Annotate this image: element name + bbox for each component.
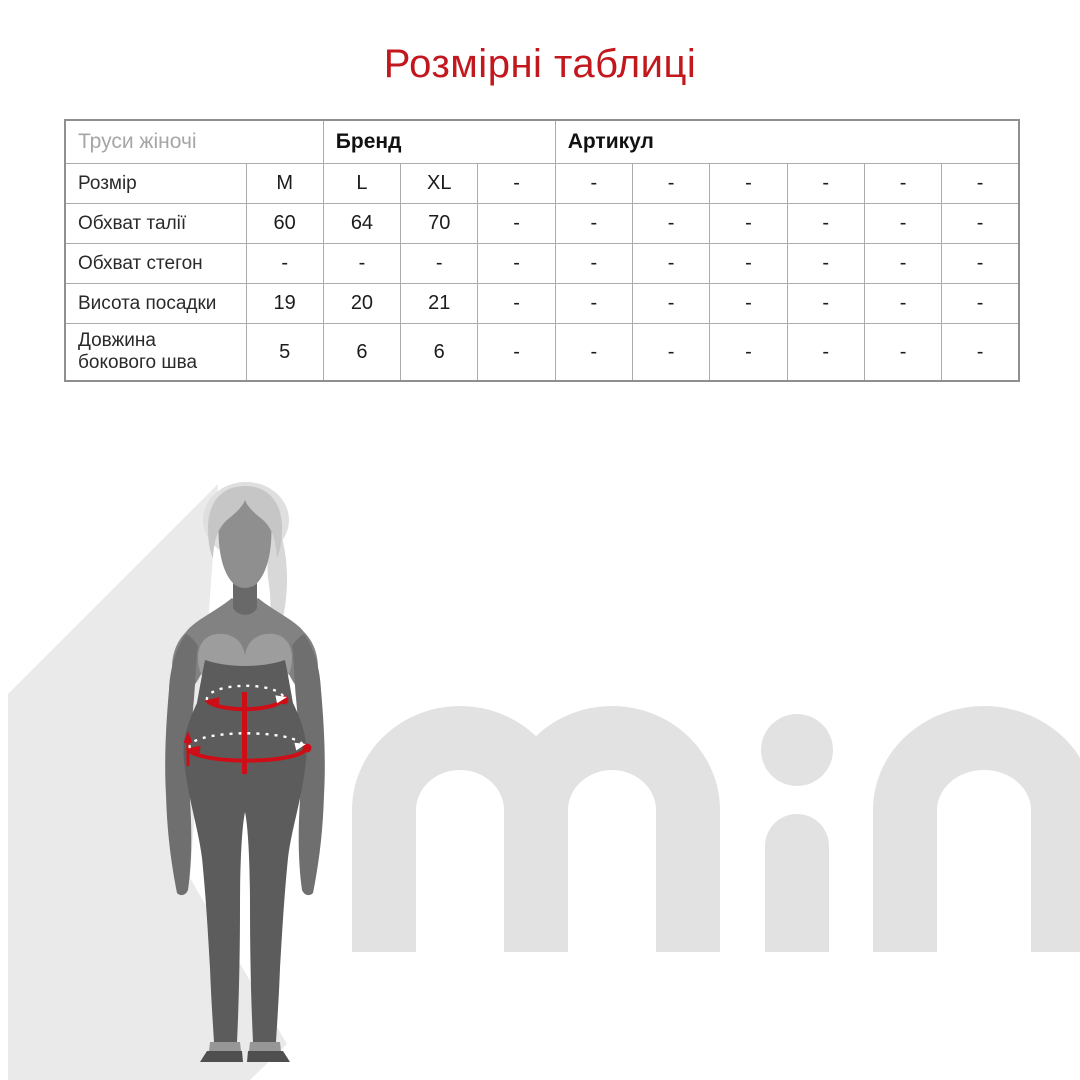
table-cell: -	[864, 324, 941, 382]
row-label: Висота посадки	[65, 284, 246, 324]
hair-back	[203, 482, 289, 558]
table-cell: 19	[246, 284, 323, 324]
row-label: Обхват талії	[65, 204, 246, 244]
table-cell: -	[478, 324, 555, 382]
table-cell: -	[555, 324, 632, 382]
table-cell: -	[555, 284, 632, 324]
table-row	[65, 244, 1019, 284]
table-cell: -	[323, 244, 400, 284]
right-shoe	[247, 1042, 290, 1062]
watermark-letter-n	[905, 738, 1063, 952]
neck	[233, 572, 257, 615]
dashed-ellipse-arrowheads	[275, 693, 307, 750]
table-cell: -	[632, 324, 709, 382]
table-cell: 5	[246, 324, 323, 382]
measurement-marks	[188, 692, 306, 774]
table-cell: 60	[246, 204, 323, 244]
waist-arrow-red	[207, 700, 282, 709]
watermark-min-text	[384, 714, 1063, 952]
woman-silhouette	[165, 482, 325, 1062]
column-header: Артикул	[555, 120, 1019, 164]
watermark-letter-i-dot	[761, 714, 833, 786]
table-cell: -	[942, 284, 1019, 324]
table-cell: -	[478, 204, 555, 244]
table-body	[65, 164, 1019, 382]
table-cell: -	[478, 244, 555, 284]
table-cell: -	[942, 244, 1019, 284]
row-label: Розмір	[65, 164, 246, 204]
table-cell: 64	[323, 204, 400, 244]
table-cell: -	[710, 284, 787, 324]
shoulders-chest	[172, 598, 318, 702]
table-cell: -	[787, 244, 864, 284]
waist-ellipse-dashed	[207, 686, 284, 700]
column-header: Труси жіночі	[65, 120, 323, 164]
left-shoe	[200, 1042, 243, 1062]
breasts	[198, 634, 292, 690]
table-cell: -	[942, 324, 1019, 382]
table-cell: -	[864, 204, 941, 244]
right-arm	[292, 634, 325, 895]
table-cell: -	[942, 164, 1019, 204]
table-cell: 6	[323, 324, 400, 382]
size-table	[64, 119, 1020, 382]
hair-lock	[266, 520, 287, 646]
dashed-measure-ellipses	[190, 686, 303, 748]
table-cell: -	[478, 164, 555, 204]
light-beam	[8, 484, 287, 1080]
table-cell: 20	[323, 284, 400, 324]
table-cell: -	[555, 244, 632, 284]
left-arm	[165, 634, 198, 895]
table-cell: -	[787, 284, 864, 324]
table-cell: 70	[401, 204, 478, 244]
hip-arrow-red	[188, 748, 306, 761]
table-cell: 6	[401, 324, 478, 382]
table-row	[65, 164, 1019, 204]
measurement-arrowheads	[184, 696, 312, 757]
table-cell: -	[710, 204, 787, 244]
hair-front	[208, 486, 282, 558]
table-cell: -	[864, 284, 941, 324]
table-cell: -	[401, 244, 478, 284]
table-cell: -	[555, 204, 632, 244]
table-header-row	[65, 120, 1019, 164]
page-title: Розмірні таблиці	[383, 42, 697, 86]
table-row	[65, 204, 1019, 244]
table-cell: M	[246, 164, 323, 204]
table-row	[65, 324, 1019, 382]
face	[219, 498, 272, 588]
table-cell: -	[864, 244, 941, 284]
hip-ellipse-dashed	[190, 733, 303, 748]
table-cell: -	[632, 244, 709, 284]
table-cell: -	[632, 164, 709, 204]
table-cell: -	[864, 164, 941, 204]
table-cell: -	[710, 244, 787, 284]
lower-body-legs	[184, 660, 307, 1042]
table-cell: -	[478, 284, 555, 324]
row-label: Довжина бокового шва	[65, 324, 246, 382]
table-cell: -	[246, 244, 323, 284]
table-cell: XL	[401, 164, 478, 204]
table-cell: 21	[401, 284, 478, 324]
watermark-letter-m	[384, 738, 688, 952]
table-cell: -	[787, 164, 864, 204]
table-cell: -	[710, 324, 787, 382]
table-cell: -	[787, 324, 864, 382]
table-row	[65, 284, 1019, 324]
table-cell: -	[710, 164, 787, 204]
watermark-letter-i-stem	[765, 814, 829, 952]
table-cell: -	[787, 204, 864, 244]
table-cell: -	[555, 164, 632, 204]
table-cell: L	[323, 164, 400, 204]
table-cell: -	[942, 204, 1019, 244]
row-label: Обхват стегон	[65, 244, 246, 284]
table-cell: -	[632, 284, 709, 324]
table-cell: -	[632, 204, 709, 244]
column-header: Бренд	[323, 120, 555, 164]
